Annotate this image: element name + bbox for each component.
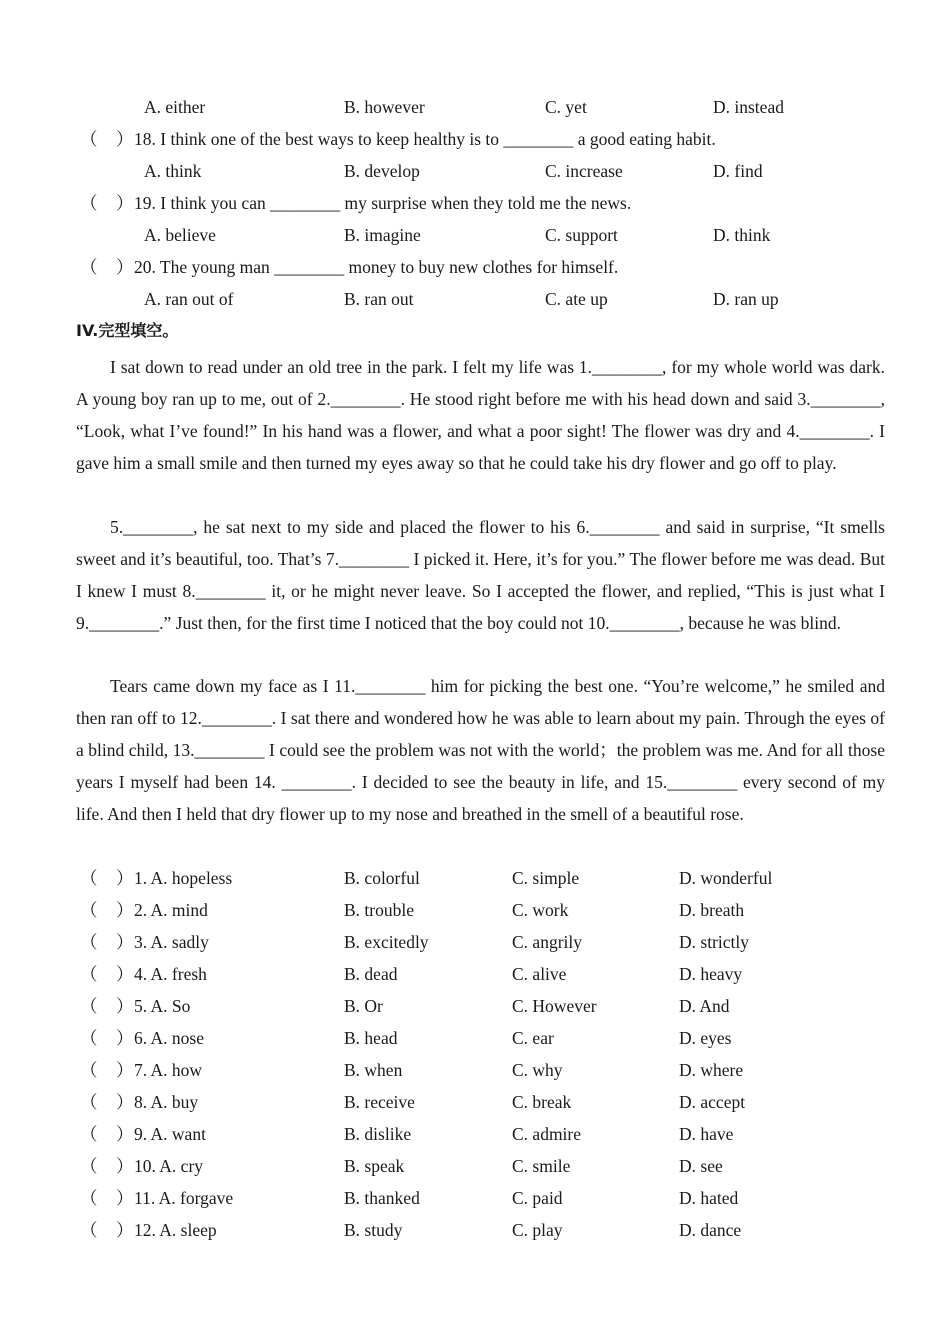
prev-question-options (0, 92, 950, 122)
option-c: C. simple (512, 868, 580, 888)
cloze-option-row: （ ） 6. A. nose B. head C. ear D. eyes (0, 1023, 950, 1053)
option-a: A. think (144, 161, 202, 181)
question-stem: 19. I think you can ________ my surprise when they told me the news. (134, 193, 632, 213)
option-d: D. find (713, 161, 763, 181)
option-d: D. heavy (679, 964, 743, 984)
option-a: 5. A. So (134, 996, 191, 1016)
option-c: C. However (512, 996, 597, 1016)
option-c: C. ear (512, 1028, 554, 1048)
option-d: D. strictly (679, 932, 749, 952)
option-d: D. instead (713, 97, 784, 117)
question-18: （ ） 18. I think one of the best ways to keep healthy is to ________ a good eating habit. (0, 124, 950, 154)
option-c: C. play (512, 1220, 563, 1240)
option-d: D. wonderful (679, 868, 773, 888)
cloze-option-row: （ ） 1. A. hopeless B. colorful C. simple D. wonderful (0, 863, 950, 893)
option-b: B. head (344, 1028, 398, 1048)
option-a: 8. A. buy (134, 1092, 199, 1112)
question-19-options (0, 220, 950, 250)
cloze-option-row: （ ） 4. A. fresh B. dead C. alive D. heavy (0, 959, 950, 989)
option-c: C. admire (512, 1124, 582, 1144)
option-d: D. hated (679, 1188, 739, 1208)
question-18-options (0, 156, 950, 186)
option-d: D. see (679, 1156, 723, 1176)
option-b: B. however (344, 97, 425, 117)
option-b: B. speak (344, 1156, 405, 1176)
cloze-option-row: （ ） 11. A. forgave B. thanked C. paid D. hated (0, 1183, 950, 1213)
option-d: D. And (679, 996, 730, 1016)
cloze-option-row: （ ） 7. A. how B. when C. why D. where (0, 1055, 950, 1085)
question-20: （ ） 20. The young man ________ money to buy new clothes for himself. (0, 252, 950, 282)
option-a: 1. A. hopeless (134, 868, 233, 888)
option-b: B. ran out (344, 289, 414, 309)
option-b: B. receive (344, 1092, 415, 1112)
option-d: D. where (679, 1060, 744, 1080)
option-b: B. develop (344, 161, 420, 181)
cloze-option-row: （ ） 10. A. cry B. speak C. smile D. see (0, 1151, 950, 1181)
option-d: D. dance (679, 1220, 742, 1240)
option-c: C. paid (512, 1188, 563, 1208)
option-c: C. support (545, 225, 618, 245)
option-b: B. trouble (344, 900, 414, 920)
cloze-option-row: （ ） 9. A. want B. dislike C. admire D. have (0, 1119, 950, 1149)
option-c: C. break (512, 1092, 572, 1112)
option-a: 4. A. fresh (134, 964, 207, 984)
question-19: （ ） 19. I think you can ________ my surprise when they told me the news. (0, 188, 950, 218)
option-d: D. eyes (679, 1028, 732, 1048)
section-heading: IV.完型填空。 (76, 321, 179, 340)
option-c: C. increase (545, 161, 623, 181)
option-a: 3. A. sadly (134, 932, 209, 952)
option-d: D. breath (679, 900, 745, 920)
option-a: A. believe (144, 225, 216, 245)
option-d: D. think (713, 225, 771, 245)
option-a: 10. A. cry (134, 1156, 204, 1176)
option-a: 11. A. forgave (134, 1188, 234, 1208)
option-a: 9. A. want (134, 1124, 206, 1144)
passage-paragraph-2: 5.________, he sat next to my side and placed the flower to his 6.________ and said in surprise, “It smells sweet and it’s beautiful, too. That’s 7.________ I picked it. Here, it’s for you.” The flower before me was dead. But I knew I must 8.________ it, or he might never leave. So I accepted the flower, and replied, “This is just what I 9.________.” Just then, for the first time I noticed that the boy could not 10.________, because he was blind. (76, 517, 885, 633)
option-b: B. Or (344, 996, 383, 1016)
cloze-option-row: （ ） 12. A. sleep B. study C. play D. dance (0, 1215, 950, 1245)
option-b: B. imagine (344, 225, 421, 245)
option-a: A. either (144, 97, 206, 117)
option-c: C. work (512, 900, 569, 920)
cloze-option-row: （ ） 3. A. sadly B. excitedly C. angrily D. strictly (0, 927, 950, 957)
option-a: A. ran out of (144, 289, 234, 309)
option-a: 2. A. mind (134, 900, 208, 920)
option-d: D. accept (679, 1092, 746, 1112)
option-c: C. angrily (512, 932, 582, 952)
option-b: B. excitedly (344, 932, 429, 952)
option-a: 12. A. sleep (134, 1220, 217, 1240)
cloze-option-row: （ ） 2. A. mind B. trouble C. work D. breath (0, 895, 950, 925)
option-b: B. when (344, 1060, 403, 1080)
option-c: C. smile (512, 1156, 571, 1176)
option-b: B. study (344, 1220, 403, 1240)
option-a: 6. A. nose (134, 1028, 204, 1048)
option-b: B. dislike (344, 1124, 412, 1144)
option-c: C. why (512, 1060, 563, 1080)
question-stem: 18. I think one of the best ways to keep healthy is to ________ a good eating habit. (134, 129, 716, 149)
passage-paragraph-1: I sat down to read under an old tree in the park. I felt my life was 1.________, for my whole world was dark. A young boy ran up to me, out of 2.________. He stood right before me with his head down and said 3.________, “Look, what I’ve found!” In his hand was a flower, and what a poor sight! The flower was dry and 4.________. I gave him a small smile and then turned my eyes away so that he could take his dry flower and go off to play. (76, 357, 885, 473)
question-stem: 20. The young man ________ money to buy new clothes for himself. (134, 257, 619, 277)
option-c: C. yet (545, 97, 587, 117)
passage-paragraph-3: Tears came down my face as I 11.________ him for picking the best one. “You’re welcome,” he smiled and then ran off to 12.________. I sat there and wondered how he was able to learn about my pain. Through the eyes of a blind child, 13.________ I could see the problem was not with the world；the problem was me. And for all those years I myself had been 14. ________. I decided to see the beauty in life, and 15.________ every second of my life. And then I held that dry flower up to my nose and breathed in the smell of a beautiful rose. (76, 676, 885, 824)
option-b: B. dead (344, 964, 398, 984)
option-c: C. ate up (545, 289, 608, 309)
cloze-option-row: （ ） 8. A. buy B. receive C. break D. accept (0, 1087, 950, 1117)
option-a: 7. A. how (134, 1060, 203, 1080)
option-b: B. colorful (344, 868, 420, 888)
option-b: B. thanked (344, 1188, 420, 1208)
cloze-option-row: （ ） 5. A. So B. Or C. However D. And (0, 991, 950, 1021)
question-20-options (0, 284, 950, 314)
option-c: C. alive (512, 964, 567, 984)
option-d: D. have (679, 1124, 734, 1144)
option-d: D. ran up (713, 289, 779, 309)
